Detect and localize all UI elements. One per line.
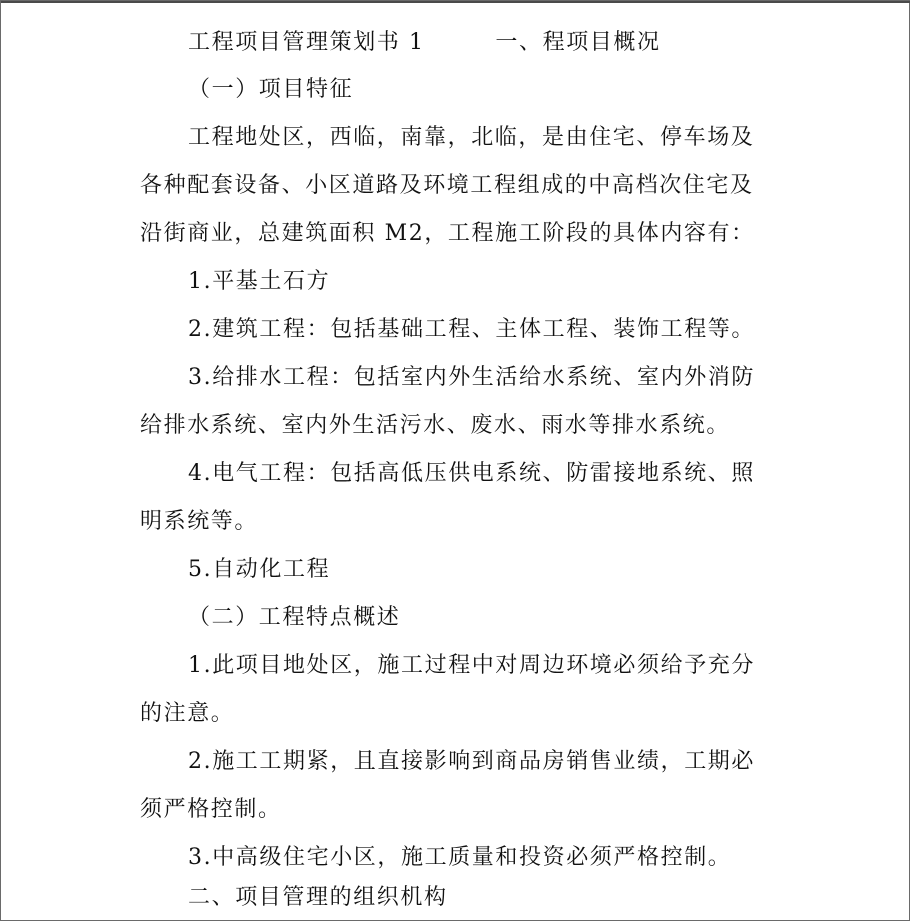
document-title-line: 工程项目管理策划书 1 一、程项目概况: [188, 30, 661, 55]
list-item-continuation: 须严格控制。: [140, 797, 282, 822]
section-heading-project-features: （一）项目特征: [188, 77, 354, 102]
list-item: 2.施工工期紧，且直接影响到商品房销售业绩，工期必: [188, 749, 755, 774]
list-item: 5.自动化工程: [188, 557, 331, 582]
list-item-continuation: 明系统等。: [140, 509, 259, 534]
top-border: [1, 1, 910, 3]
list-item: 1.平基土石方: [188, 269, 331, 294]
list-item: 1.此项目地处区，施工过程中对周边环境必须给予充分: [188, 653, 755, 678]
list-item-continuation: 给排水系统、室内外生活污水、废水、雨水等排水系统。: [140, 413, 731, 438]
list-item: 2.建筑工程：包括基础工程、主体工程、装饰工程等。: [188, 317, 755, 342]
paragraph-line: 工程地处区，西临，南靠，北临，是由住宅、停车场及: [188, 125, 755, 150]
list-item-continuation: 的注意。: [140, 701, 235, 726]
list-item: 3.给排水工程：包括室内外生活给水系统、室内外消防: [188, 365, 755, 390]
paragraph-line: 各种配套设备、小区道路及环境工程组成的中高档次住宅及: [140, 173, 754, 198]
list-item: 3.中高级住宅小区，施工质量和投资必须严格控制。: [188, 845, 732, 870]
section-heading-organization: 二、项目管理的组织机构: [188, 885, 448, 910]
list-item: 4.电气工程：包括高低压供电系统、防雷接地系统、照: [188, 461, 755, 486]
paragraph-line: 沿街商业，总建筑面积 M2，工程施工阶段的具体内容有：: [140, 221, 755, 246]
section-heading-project-characteristics: （二）工程特点概述: [188, 605, 401, 630]
